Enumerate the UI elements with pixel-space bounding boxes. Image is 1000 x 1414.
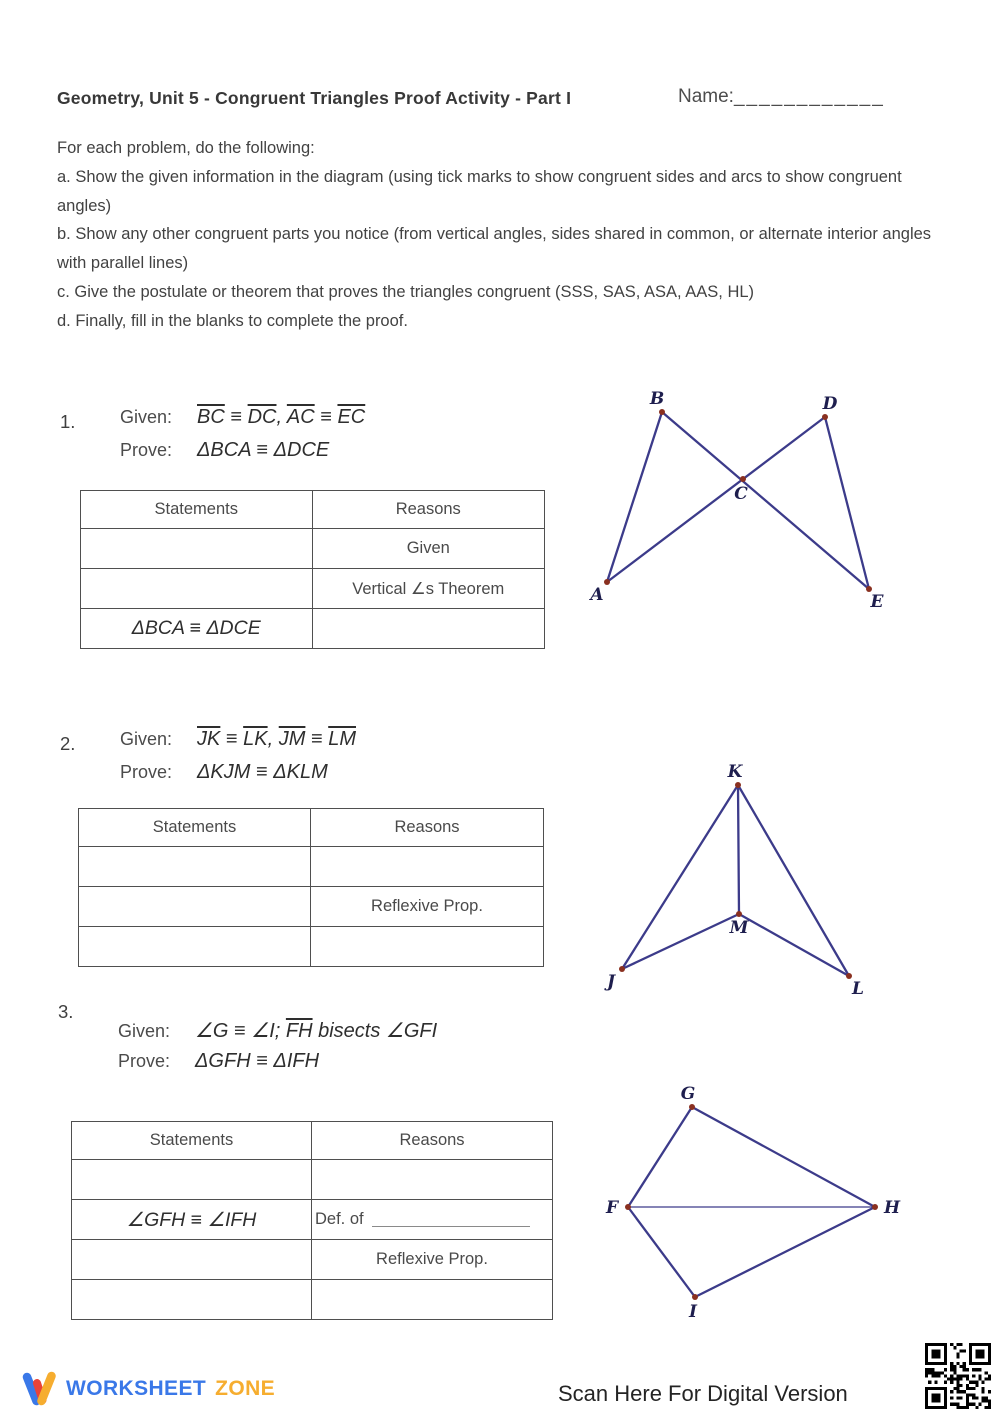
prove-label: Prove: xyxy=(120,762,173,782)
qr-module xyxy=(953,1368,956,1371)
qr-module xyxy=(963,1365,966,1368)
math-text: , xyxy=(276,406,287,428)
reasons-header: Reasons xyxy=(395,500,461,518)
instructions-block xyxy=(57,134,939,336)
qr-module xyxy=(928,1368,931,1371)
math-text: ≡ xyxy=(220,728,244,750)
qr-module xyxy=(985,1400,988,1403)
problem-3-prove xyxy=(118,1050,319,1073)
vertex-dot-I xyxy=(692,1294,698,1300)
vertex-label-I: I xyxy=(689,1302,697,1322)
vertex-label-D: D xyxy=(822,394,838,414)
qr-module xyxy=(956,1384,959,1387)
diagram-3 xyxy=(590,1078,915,1328)
qr-module xyxy=(953,1371,956,1374)
qr-module xyxy=(956,1406,959,1409)
problem-2-number: 2. xyxy=(60,733,76,754)
qr-module xyxy=(950,1343,953,1346)
qr-module xyxy=(969,1403,972,1406)
logo-text-worksheet: WORKSHEET xyxy=(66,1377,207,1400)
qr-module xyxy=(966,1368,969,1371)
segment-name: $\overline{JM}$ xyxy=(278,728,306,750)
qr-module xyxy=(928,1371,931,1374)
math-text: ∠G ≡ ∠I; xyxy=(195,1020,286,1042)
reason-text: Reflexive Prop. xyxy=(371,897,483,915)
name-field xyxy=(678,86,885,108)
statement-cell xyxy=(79,847,311,886)
qr-module xyxy=(982,1381,985,1384)
diagram-1 xyxy=(575,383,915,620)
edge-GH xyxy=(692,1107,875,1207)
table-header-row xyxy=(81,491,544,528)
qr-module xyxy=(982,1387,985,1390)
logo-w-icon xyxy=(18,1370,60,1408)
qr-module xyxy=(966,1406,969,1409)
qr-module xyxy=(956,1378,959,1381)
problem-1-number: 1. xyxy=(60,411,76,432)
vertex-label-B: B xyxy=(649,389,665,409)
table-header-row xyxy=(72,1122,552,1159)
problem-2-given xyxy=(120,728,356,751)
table-row xyxy=(79,926,543,966)
qr-module xyxy=(956,1387,959,1390)
qr-module xyxy=(931,1393,940,1402)
qr-module xyxy=(960,1390,963,1393)
qr-module xyxy=(950,1403,953,1406)
vertex-dot-C xyxy=(740,476,746,482)
reason-cell xyxy=(311,927,543,966)
qr-module xyxy=(953,1365,956,1368)
qr-module xyxy=(956,1356,959,1359)
qr-module xyxy=(950,1374,953,1377)
vertex-dot-M xyxy=(736,911,742,917)
qr-module xyxy=(947,1378,950,1381)
qr-module xyxy=(972,1387,975,1390)
diagram-2 xyxy=(590,755,890,1005)
reason-cell xyxy=(312,1240,552,1279)
qr-code xyxy=(925,1343,991,1409)
qr-module xyxy=(960,1384,963,1387)
instruction-item-d: d. Finally, fill in the blanks to complete the proof. xyxy=(57,311,408,330)
math-text: bisects ∠GFI xyxy=(312,1020,438,1042)
vertex-label-F: F xyxy=(605,1198,619,1218)
segment-name: $\overline{JK}$ xyxy=(197,728,221,750)
qr-module xyxy=(978,1378,981,1381)
segment-name: $\overline{AC}$ xyxy=(286,406,315,428)
vertex-label-L: L xyxy=(852,979,864,999)
qr-module xyxy=(950,1362,953,1365)
qr-module xyxy=(960,1396,963,1399)
qr-module xyxy=(925,1368,928,1371)
name-blank-line: ____________ xyxy=(733,86,885,107)
instruction-item-a: a. Show the given information in the diagram (using tick marks to show congruent sides and arcs to show congruent angles) xyxy=(57,167,902,215)
edge-AB xyxy=(607,412,662,582)
given-statement xyxy=(197,406,365,429)
vertex-label-K: K xyxy=(727,762,743,782)
vertex-dot-J xyxy=(619,966,625,972)
qr-module xyxy=(988,1406,991,1409)
qr-module xyxy=(966,1403,969,1406)
table-row xyxy=(72,1239,552,1279)
edge-AD xyxy=(607,417,825,582)
qr-module xyxy=(975,1384,978,1387)
prove-statement: ΔGFH ≡ ΔIFH xyxy=(195,1050,320,1072)
edge-DE xyxy=(825,417,869,589)
vertex-label-G: G xyxy=(680,1084,696,1104)
qr-module xyxy=(928,1381,931,1384)
problem-3-number: 3. xyxy=(58,1001,74,1022)
name-label: Name: xyxy=(678,86,734,107)
qr-module xyxy=(969,1393,972,1396)
statement-cell xyxy=(72,1200,312,1239)
qr-module xyxy=(950,1365,953,1368)
qr-module xyxy=(969,1387,972,1390)
qr-module xyxy=(988,1374,991,1377)
qr-module xyxy=(985,1406,988,1409)
segment-name: $\overline{BC}$ xyxy=(197,406,225,428)
qr-module xyxy=(931,1371,934,1374)
qr-module xyxy=(969,1381,972,1384)
qr-module xyxy=(956,1374,959,1377)
proof-table-2 xyxy=(78,808,544,967)
statement-cell xyxy=(81,529,313,568)
qr-module xyxy=(972,1374,975,1377)
qr-module xyxy=(975,1381,978,1384)
qr-module xyxy=(953,1346,956,1349)
vertex-label-H: H xyxy=(883,1198,901,1218)
vertex-label-C: C xyxy=(734,484,748,504)
qr-module xyxy=(978,1374,981,1377)
statement-text: ∠GFH ≡ ∠IFH xyxy=(126,1208,257,1231)
worksheetzone-logo xyxy=(18,1370,275,1408)
qr-module xyxy=(956,1352,959,1355)
reason-cell xyxy=(313,569,545,608)
problem-3-given xyxy=(118,1018,437,1043)
qr-module xyxy=(944,1381,947,1384)
edge-BE xyxy=(662,412,869,589)
qr-module xyxy=(931,1368,934,1371)
table-row xyxy=(81,608,544,648)
reasons-header: Reasons xyxy=(394,818,460,836)
proof-table-3 xyxy=(71,1121,553,1320)
qr-module xyxy=(950,1390,953,1393)
qr-module xyxy=(975,1396,978,1399)
reason-text: Given xyxy=(406,539,450,557)
statement-cell xyxy=(79,927,311,966)
problem-1-prove xyxy=(120,439,329,462)
edge-KL xyxy=(738,785,849,976)
edge-ML xyxy=(739,914,849,976)
qr-module xyxy=(953,1387,956,1390)
reason-cell xyxy=(312,1280,552,1319)
table-row xyxy=(79,846,543,886)
statement-cell xyxy=(72,1240,312,1279)
qr-module xyxy=(975,1349,984,1358)
reason-text: Def. of xyxy=(315,1210,364,1228)
scan-here-text: Scan Here For Digital Version xyxy=(558,1381,848,1406)
qr-module xyxy=(956,1362,959,1365)
statements-header: Statements xyxy=(72,1122,312,1159)
vertex-label-E: E xyxy=(870,592,884,612)
given-label: Given: xyxy=(118,1021,171,1041)
qr-module xyxy=(934,1381,937,1384)
prove-label: Prove: xyxy=(120,440,173,460)
reason-cell xyxy=(313,609,545,648)
statement-cell xyxy=(81,569,313,608)
edge-FI xyxy=(628,1207,695,1297)
qr-module xyxy=(925,1374,928,1377)
qr-module xyxy=(985,1396,988,1399)
problem-1-given xyxy=(120,406,365,429)
vertex-dot-K xyxy=(735,782,741,788)
qr-module xyxy=(966,1374,969,1377)
prove-statement: ΔBCA ≡ ΔDCE xyxy=(197,439,330,461)
vertex-dot-B xyxy=(659,409,665,415)
qr-module xyxy=(925,1371,928,1374)
instructions-intro: For each problem, do the following: xyxy=(57,139,315,157)
qr-module xyxy=(931,1374,934,1377)
reason-text: Reflexive Prop. xyxy=(376,1250,488,1268)
given-label: Given: xyxy=(120,729,173,749)
qr-module xyxy=(966,1400,969,1403)
qr-module xyxy=(956,1390,959,1393)
statement-cell xyxy=(72,1280,312,1319)
qr-module xyxy=(963,1374,966,1377)
qr-module xyxy=(978,1368,981,1371)
qr-module xyxy=(975,1406,978,1409)
qr-module xyxy=(941,1371,944,1374)
qr-module xyxy=(966,1387,969,1390)
qr-module xyxy=(982,1400,985,1403)
qr-module xyxy=(960,1349,963,1352)
qr-module xyxy=(985,1378,988,1381)
statement-cell xyxy=(72,1160,312,1199)
vertex-dot-D xyxy=(822,414,828,420)
page-title: Geometry, Unit 5 - Congruent Triangles Proof Activity - Part I xyxy=(57,88,572,108)
edge-FG xyxy=(628,1107,692,1207)
vertex-dot-A xyxy=(604,579,610,585)
qr-module xyxy=(960,1365,963,1368)
table-header-row xyxy=(79,809,543,846)
qr-module xyxy=(956,1403,959,1406)
qr-module xyxy=(950,1396,953,1399)
instruction-item-b: b. Show any other congruent parts you notice (from vertical angles, sides shared in common, or alternate interior angles with parallel lines) xyxy=(57,225,932,273)
qr-module xyxy=(938,1371,941,1374)
logo-text-zone: ZONE xyxy=(215,1377,276,1400)
qr-module xyxy=(966,1396,969,1399)
qr-module xyxy=(963,1368,966,1371)
vertex-dot-F xyxy=(625,1204,631,1210)
qr-module xyxy=(972,1368,975,1371)
qr-module xyxy=(972,1396,975,1399)
qr-module xyxy=(953,1378,956,1381)
vertex-label-J: J xyxy=(606,972,616,992)
reason-text: Vertical ∠s Theorem xyxy=(352,579,505,598)
qr-module xyxy=(985,1371,988,1374)
statement-cell xyxy=(79,887,311,926)
table-row xyxy=(72,1159,552,1199)
problem-2-prove xyxy=(120,761,328,784)
qr-module xyxy=(938,1374,941,1377)
edge-KM xyxy=(738,785,739,914)
statements-header: Statements xyxy=(81,491,313,528)
vertex-label-M: M xyxy=(729,918,749,938)
qr-module xyxy=(963,1349,966,1352)
qr-module xyxy=(966,1378,969,1381)
segment-name: $\overline{DC}$ xyxy=(247,406,277,428)
qr-module xyxy=(978,1403,981,1406)
prove-statement: ΔKJM ≡ ΔKLM xyxy=(197,761,328,783)
qr-module xyxy=(956,1343,959,1346)
vertex-label-A: A xyxy=(590,585,604,605)
proof-table-1 xyxy=(80,490,545,649)
vertex-dot-H xyxy=(872,1204,878,1210)
qr-module xyxy=(988,1403,991,1406)
qr-module xyxy=(934,1374,937,1377)
segment-name: $\overline{FH}$ xyxy=(285,1020,313,1042)
statement-cell xyxy=(81,609,313,648)
reasons-header: Reasons xyxy=(399,1131,465,1149)
qr-module xyxy=(956,1381,959,1384)
qr-module xyxy=(963,1362,966,1365)
qr-module xyxy=(934,1371,937,1374)
statements-header: Statements xyxy=(79,809,311,846)
vertex-dot-G xyxy=(689,1104,695,1110)
qr-module xyxy=(966,1384,969,1387)
math-text: ≡ xyxy=(314,406,338,428)
qr-module xyxy=(988,1400,991,1403)
table-row xyxy=(81,528,544,568)
qr-module xyxy=(988,1390,991,1393)
reason-cell xyxy=(312,1160,552,1199)
segment-name: $\overline{LK}$ xyxy=(243,728,268,750)
table-row xyxy=(81,568,544,608)
reason-cell xyxy=(313,529,545,568)
fill-in-blank-line xyxy=(372,1212,530,1227)
table-row xyxy=(79,886,543,926)
qr-module xyxy=(972,1381,975,1384)
qr-module xyxy=(960,1374,963,1377)
qr-module xyxy=(963,1406,966,1409)
qr-module xyxy=(950,1368,953,1371)
prove-label: Prove: xyxy=(118,1051,171,1071)
qr-module xyxy=(931,1349,940,1358)
qr-module xyxy=(956,1396,959,1399)
qr-module xyxy=(944,1368,947,1371)
qr-module xyxy=(944,1374,947,1377)
qr-module xyxy=(960,1406,963,1409)
given-statement xyxy=(197,728,356,751)
given-statement xyxy=(195,1018,437,1043)
segment-name: $\overline{EC}$ xyxy=(337,406,366,428)
edge-IH xyxy=(695,1207,875,1297)
qr-module xyxy=(982,1396,985,1399)
qr-module xyxy=(975,1368,978,1371)
qr-module xyxy=(950,1378,953,1381)
qr-module xyxy=(972,1393,975,1396)
table-row xyxy=(72,1199,552,1239)
table-row xyxy=(72,1279,552,1319)
qr-module xyxy=(972,1403,975,1406)
math-text: , xyxy=(267,728,279,750)
qr-module xyxy=(953,1403,956,1406)
reason-cell xyxy=(311,847,543,886)
reason-cell xyxy=(311,887,543,926)
segment-name: $\overline{LM}$ xyxy=(328,728,356,750)
reason-cell xyxy=(312,1200,552,1239)
qr-module xyxy=(966,1393,969,1396)
qr-module xyxy=(960,1378,963,1381)
math-text: ≡ xyxy=(224,406,248,428)
qr-module xyxy=(982,1390,985,1393)
math-text: ≡ xyxy=(305,728,329,750)
qr-module xyxy=(960,1343,963,1346)
qr-module xyxy=(988,1378,991,1381)
instruction-item-c: c. Give the postulate or theorem that proves the triangles congruent (SSS, SAS, ASA, AAS, HL) xyxy=(57,282,755,301)
statement-text: ΔBCA ≡ ΔDCE xyxy=(131,617,261,639)
qr-module xyxy=(950,1381,953,1384)
qr-module xyxy=(963,1390,966,1393)
given-label: Given: xyxy=(120,407,173,427)
